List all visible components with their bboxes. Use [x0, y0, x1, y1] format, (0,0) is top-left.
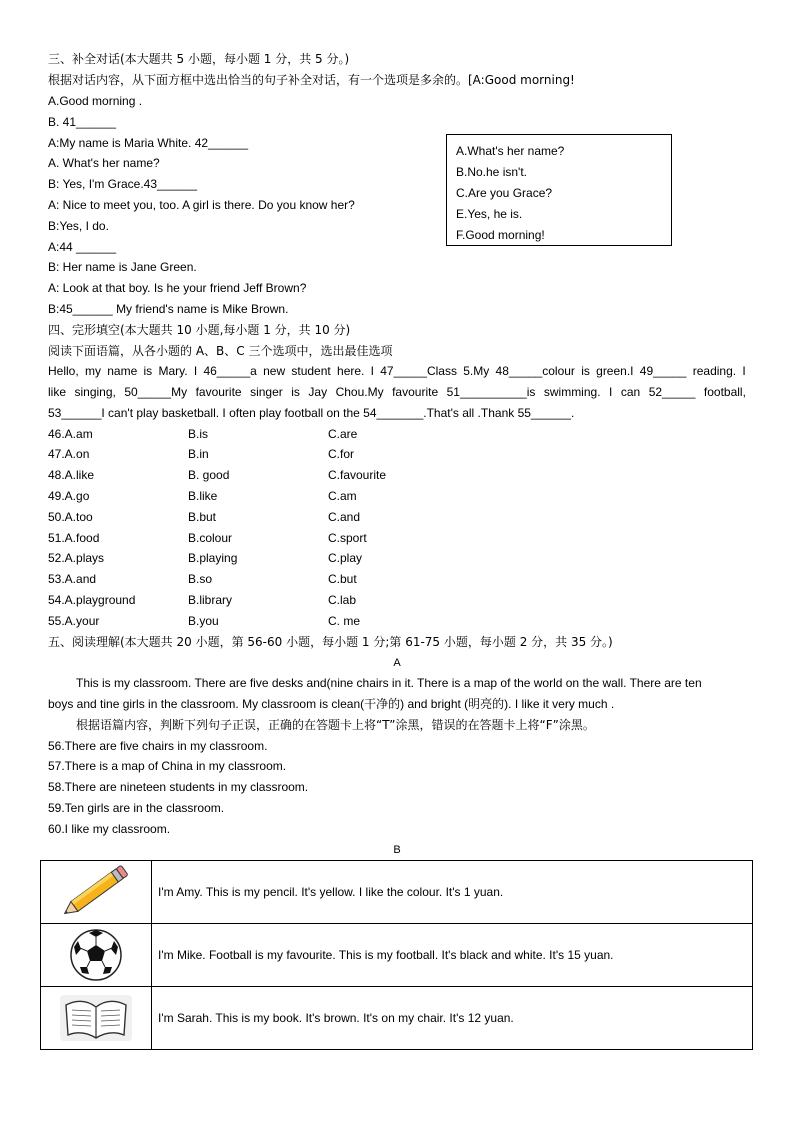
- question-row: [48, 510, 361, 524]
- part-a-label: A: [393, 657, 401, 669]
- option-a: 55.A.your: [48, 614, 100, 628]
- passage-word: like: [48, 385, 67, 399]
- passage-word: football,: [703, 385, 746, 399]
- dialogue-line: B:Yes, I do.: [48, 219, 109, 233]
- statement: 56.There are five chairs in my classroom.: [48, 739, 268, 753]
- passage-word: can: [620, 385, 641, 399]
- dialogue-line: B: Her name is Jane Green.: [48, 260, 197, 274]
- option-c: C. me: [328, 614, 361, 628]
- passage-word: 47_____Class: [380, 364, 457, 378]
- passage-line-1: [48, 364, 746, 378]
- option-b: B.colour: [188, 531, 233, 545]
- picture-cell: [41, 924, 152, 987]
- option-b: B.is: [188, 427, 209, 441]
- option-b: B.but: [188, 510, 217, 524]
- passage-word: swimming.: [543, 385, 601, 399]
- option-b: B. good: [188, 468, 230, 482]
- passage-word: my: [84, 364, 101, 378]
- option-a: 51.A.food: [48, 531, 100, 545]
- option-c: C.favourite: [328, 468, 387, 482]
- option-item: B.No.he isn't.: [456, 165, 527, 179]
- passage-word: 51__________is: [446, 385, 536, 399]
- picture-cell: [41, 861, 152, 924]
- book-icon: [58, 991, 134, 1045]
- table-row: [41, 861, 753, 924]
- dialogue-line: B: Yes, I'm Grace.43______: [48, 177, 198, 191]
- table-row: [41, 924, 753, 987]
- passage-word: 52_____: [648, 385, 696, 399]
- passage-line-2: [48, 385, 746, 399]
- question-row: [48, 447, 355, 461]
- part-b-label: B: [393, 844, 401, 856]
- passage-word: I: [370, 364, 374, 378]
- passage-line-3: 53______I can't play basketball. I often play football on the 54_______.That's all .Thank 55______.: [48, 406, 575, 420]
- row-text: I'm Sarah. This is my book. It's brown. It's on my chair. It's 12 yuan.: [152, 987, 753, 1050]
- option-a: 52.A.plays: [48, 551, 105, 565]
- passage-word: Hello,: [48, 364, 79, 378]
- question-row: [48, 551, 363, 565]
- football-icon: [68, 927, 124, 983]
- row-text: I'm Amy. This is my pencil. It's yellow. I like the colour. It's 1 yuan.: [152, 861, 753, 924]
- statement: 60.I like my classroom.: [48, 822, 171, 836]
- option-a: 53.A.and: [48, 572, 97, 586]
- passage-word: favourite: [392, 385, 439, 399]
- dialogue-line: A: Look at that boy. Is he your friend Jeff Brown?: [48, 281, 307, 295]
- question-row: [48, 614, 361, 628]
- option-b: B.in: [188, 447, 209, 461]
- option-b: B.library: [188, 593, 233, 607]
- dialogue-line: B. 41______: [48, 115, 117, 129]
- option-b: B.like: [188, 489, 218, 503]
- part-a-passage-line: This is my classroom. There are five desks and(nine chairs in it. There is a map of the world on the wall. There are ten: [76, 676, 702, 690]
- picture-cell: [41, 987, 152, 1050]
- option-b: B.so: [188, 572, 213, 586]
- passage-word: is: [291, 385, 300, 399]
- option-c: C.lab: [328, 593, 357, 607]
- passage-word: I: [609, 385, 613, 399]
- question-row: [48, 427, 358, 441]
- options-box: [446, 134, 672, 246]
- section5-heading: 五、阅读理解(本大题共 20 小题，第 56-60 小题，每小题 1 分;第 61-75 小题，每小题 2 分，共 35 分。): [48, 635, 613, 649]
- question-row: [48, 489, 357, 503]
- question-row: [48, 531, 367, 545]
- passage-word: I: [742, 364, 746, 378]
- option-a: 46.A.am: [48, 427, 93, 441]
- passage-word: singer: [250, 385, 283, 399]
- option-item: E.Yes, he is.: [456, 207, 523, 221]
- section3-instruction: 根据对话内容，从下面方框中选出恰当的句子补全对话，有一个选项是多余的。[A:Good morning!: [48, 73, 575, 87]
- row-text: I'm Mike. Football is my favourite. This is my football. It's black and white. It's 15 yuan.: [152, 924, 753, 987]
- passage-word: is: [581, 364, 590, 378]
- passage-word: is: [143, 364, 153, 378]
- passage-word: singing,: [74, 385, 116, 399]
- passage-word: green.I: [596, 364, 634, 378]
- section4-heading: 四、完形填空(本大题共 10 小题,每小题 1 分，共 10 分): [48, 323, 351, 337]
- table-row: [41, 987, 753, 1050]
- passage-word: name: [107, 364, 138, 378]
- section4-instruction: 阅读下面语篇，从各小题的 A、B、C 三个选项中，选出最佳选项: [48, 344, 393, 358]
- option-item: C.Are you Grace?: [456, 186, 553, 200]
- dialogue-line: A:My name is Maria White. 42______: [48, 136, 249, 150]
- option-item: A.What's her name?: [456, 144, 565, 158]
- option-a: 49.A.go: [48, 489, 90, 503]
- passage-word: 50_____My: [124, 385, 188, 399]
- passage-word: here.: [337, 364, 365, 378]
- dialogue-line: A: Nice to meet you, too. A girl is there. Do you know her?: [48, 198, 355, 212]
- question-row: [48, 572, 357, 586]
- option-c: C.but: [328, 572, 357, 586]
- passage-word: Jay: [308, 385, 328, 399]
- dialogue-line: A.Good morning .: [48, 94, 143, 108]
- dialogue-line: B:45______ My friend's name is Mike Brown.: [48, 302, 289, 316]
- pencil-icon: [56, 864, 136, 920]
- passage-word: new: [263, 364, 286, 378]
- passage-word: 49_____: [639, 364, 687, 378]
- section3-heading: 三、补全对话(本大题共 5 小题，每小题 1 分，共 5 分。): [48, 52, 350, 66]
- option-c: C.play: [328, 551, 363, 565]
- passage-word: 5.My: [463, 364, 490, 378]
- dialogue-line: A. What's her name?: [48, 156, 160, 170]
- question-row: [48, 468, 387, 482]
- passage-word: I: [193, 364, 198, 378]
- passage-word: 48_____colour: [495, 364, 575, 378]
- passage-word: favourite: [195, 385, 242, 399]
- dialogue-line: A:44 ______: [48, 240, 117, 254]
- option-a: 54.A.playground: [48, 593, 136, 607]
- question-row: [48, 593, 357, 607]
- option-a: 48.A.like: [48, 468, 95, 482]
- option-c: C.for: [328, 447, 355, 461]
- passage-word: 46_____a: [203, 364, 257, 378]
- part-a-instruction: 根据语篇内容，判断下列句子正误，正确的在答题卡上将“T”涂黑，错误的在答题卡上将“F”涂黑。: [76, 718, 595, 732]
- part-a-passage-line: boys and tine girls in the classroom. My classroom is clean(干净的) and bright (明亮的). I like it very much .: [48, 697, 615, 711]
- passage-word: Chou.My: [335, 385, 384, 399]
- option-b: B.playing: [188, 551, 238, 565]
- passage-word: Mary.: [158, 364, 188, 378]
- option-a: 47.A.on: [48, 447, 90, 461]
- option-item: F.Good morning!: [456, 228, 545, 242]
- option-c: C.sport: [328, 531, 367, 545]
- option-c: C.are: [328, 427, 358, 441]
- statement: 58.There are nineteen students in my classroom.: [48, 780, 309, 794]
- passage-word: reading.: [692, 364, 737, 378]
- option-b: B.you: [188, 614, 219, 628]
- option-a: 50.A.too: [48, 510, 93, 524]
- passage-word: student: [291, 364, 331, 378]
- option-c: C.am: [328, 489, 357, 503]
- part-b-table: [40, 860, 753, 1050]
- option-c: C.and: [328, 510, 361, 524]
- statement: 59.Ten girls are in the classroom.: [48, 801, 225, 815]
- statement: 57.There is a map of China in my classroom.: [48, 759, 287, 773]
